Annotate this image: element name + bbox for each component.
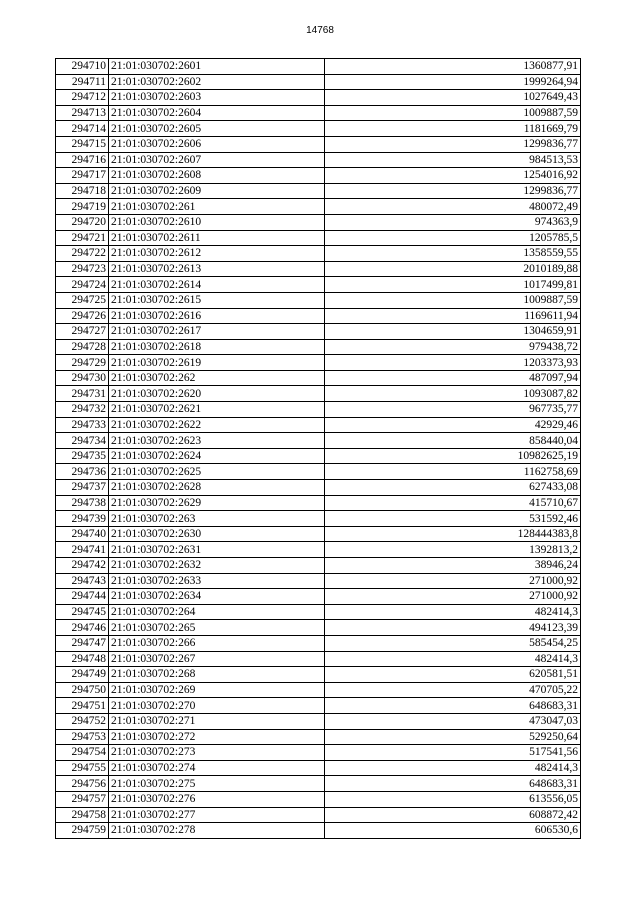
table-row (56, 807, 581, 823)
row-number-cell: 294749 (56, 667, 109, 683)
row-number-cell: 294730 (56, 370, 109, 386)
table-row (56, 324, 581, 340)
cadastral-value-cell: 2010189,88 (325, 261, 581, 277)
table-row (56, 339, 581, 355)
cadastral-number-cell: 21:01:030702:2622 (109, 417, 325, 433)
cadastral-value-cell: 858440,04 (325, 433, 581, 449)
row-number-cell: 294747 (56, 635, 109, 651)
cadastral-number-cell: 21:01:030702:262 (109, 370, 325, 386)
row-number-cell: 294726 (56, 308, 109, 324)
page-number: 14768 (306, 25, 334, 36)
cadastral-value-table (55, 58, 581, 839)
row-number-cell: 294734 (56, 433, 109, 449)
table-row (56, 74, 581, 90)
row-number-cell: 294716 (56, 152, 109, 168)
cadastral-number-cell: 21:01:030702:2603 (109, 90, 325, 106)
cadastral-number-cell: 21:01:030702:2611 (109, 230, 325, 246)
table-row (56, 370, 581, 386)
cadastral-value-cell: 1093087,82 (325, 386, 581, 402)
table-row (56, 480, 581, 496)
row-number-cell: 294753 (56, 729, 109, 745)
table-row (56, 246, 581, 262)
table-row (56, 230, 581, 246)
row-number-cell: 294743 (56, 573, 109, 589)
cadastral-number-cell: 21:01:030702:2608 (109, 168, 325, 184)
cadastral-number-cell: 21:01:030702:2616 (109, 308, 325, 324)
row-number-cell: 294722 (56, 246, 109, 262)
cadastral-number-cell: 21:01:030702:2601 (109, 59, 325, 75)
table-row (56, 433, 581, 449)
table-row (56, 168, 581, 184)
table-row (56, 791, 581, 807)
row-number-cell: 294751 (56, 698, 109, 714)
table-row (56, 542, 581, 558)
row-number-cell: 294714 (56, 121, 109, 137)
cadastral-value-cell: 1299836,77 (325, 183, 581, 199)
cadastral-value-cell: 128444383,8 (325, 526, 581, 542)
row-number-cell: 294725 (56, 292, 109, 308)
cadastral-number-cell: 21:01:030702:269 (109, 682, 325, 698)
table-row (56, 292, 581, 308)
cadastral-value-cell: 529250,64 (325, 729, 581, 745)
cadastral-number-cell: 21:01:030702:2628 (109, 480, 325, 496)
row-number-cell: 294755 (56, 760, 109, 776)
cadastral-number-cell: 21:01:030702:278 (109, 823, 325, 839)
cadastral-value-cell: 482414,3 (325, 604, 581, 620)
cadastral-number-cell: 21:01:030702:273 (109, 745, 325, 761)
table-row (56, 308, 581, 324)
row-number-cell: 294732 (56, 402, 109, 418)
cadastral-value-cell: 1999264,94 (325, 74, 581, 90)
cadastral-value-cell: 1360877,91 (325, 59, 581, 75)
row-number-cell: 294752 (56, 713, 109, 729)
table-row (56, 558, 581, 574)
cadastral-value-cell: 1169611,94 (325, 308, 581, 324)
cadastral-value-cell: 979438,72 (325, 339, 581, 355)
cadastral-value-cell: 531592,46 (325, 511, 581, 527)
row-number-cell: 294727 (56, 324, 109, 340)
cadastral-value-cell: 42929,46 (325, 417, 581, 433)
table-row (56, 495, 581, 511)
row-number-cell: 294739 (56, 511, 109, 527)
table-row (56, 589, 581, 605)
cadastral-number-cell: 21:01:030702:2607 (109, 152, 325, 168)
table-body (56, 59, 581, 839)
table-row (56, 511, 581, 527)
row-number-cell: 294735 (56, 448, 109, 464)
table-row (56, 635, 581, 651)
table-row (56, 526, 581, 542)
row-number-cell: 294736 (56, 464, 109, 480)
cadastral-number-cell: 21:01:030702:2624 (109, 448, 325, 464)
row-number-cell: 294711 (56, 74, 109, 90)
cadastral-number-cell: 21:01:030702:2617 (109, 324, 325, 340)
cadastral-value-cell: 608872,42 (325, 807, 581, 823)
row-number-cell: 294715 (56, 136, 109, 152)
row-number-cell: 294724 (56, 277, 109, 293)
row-number-cell: 294718 (56, 183, 109, 199)
row-number-cell: 294748 (56, 651, 109, 667)
row-number-cell: 294728 (56, 339, 109, 355)
row-number-cell: 294750 (56, 682, 109, 698)
cadastral-value-cell: 648683,31 (325, 776, 581, 792)
row-number-cell: 294738 (56, 495, 109, 511)
row-number-cell: 294733 (56, 417, 109, 433)
table-row (56, 745, 581, 761)
cadastral-value-cell: 974363,9 (325, 214, 581, 230)
row-number-cell: 294740 (56, 526, 109, 542)
cadastral-value-cell: 473047,03 (325, 713, 581, 729)
row-number-cell: 294712 (56, 90, 109, 106)
cadastral-value-cell: 1299836,77 (325, 136, 581, 152)
row-number-cell: 294742 (56, 558, 109, 574)
table-row (56, 823, 581, 839)
row-number-cell: 294759 (56, 823, 109, 839)
cadastral-value-cell: 1162758,69 (325, 464, 581, 480)
cadastral-number-cell: 21:01:030702:2613 (109, 261, 325, 277)
cadastral-number-cell: 21:01:030702:263 (109, 511, 325, 527)
cadastral-value-cell: 1203373,93 (325, 355, 581, 371)
row-number-cell: 294721 (56, 230, 109, 246)
cadastral-value-cell: 620581,51 (325, 667, 581, 683)
cadastral-value-cell: 1254016,92 (325, 168, 581, 184)
row-number-cell: 294744 (56, 589, 109, 605)
table-row (56, 651, 581, 667)
table-row (56, 713, 581, 729)
cadastral-number-cell: 21:01:030702:2614 (109, 277, 325, 293)
row-number-cell: 294729 (56, 355, 109, 371)
table-row (56, 604, 581, 620)
cadastral-number-cell: 21:01:030702:268 (109, 667, 325, 683)
cadastral-number-cell: 21:01:030702:276 (109, 791, 325, 807)
cadastral-value-cell: 1027649,43 (325, 90, 581, 106)
cadastral-number-cell: 21:01:030702:2630 (109, 526, 325, 542)
table-row (56, 277, 581, 293)
cadastral-value-cell: 1181669,79 (325, 121, 581, 137)
cadastral-number-cell: 21:01:030702:2618 (109, 339, 325, 355)
cadastral-value-cell: 606530,6 (325, 823, 581, 839)
cadastral-value-cell: 271000,92 (325, 573, 581, 589)
cadastral-number-cell: 21:01:030702:274 (109, 760, 325, 776)
cadastral-value-cell: 470705,22 (325, 682, 581, 698)
table-row (56, 105, 581, 121)
row-number-cell: 294745 (56, 604, 109, 620)
cadastral-value-cell: 1017499,81 (325, 277, 581, 293)
cadastral-number-cell: 21:01:030702:277 (109, 807, 325, 823)
cadastral-number-cell: 21:01:030702:261 (109, 199, 325, 215)
cadastral-number-cell: 21:01:030702:2633 (109, 573, 325, 589)
cadastral-value-cell: 494123,39 (325, 620, 581, 636)
table-row (56, 121, 581, 137)
row-number-cell: 294731 (56, 386, 109, 402)
cadastral-number-cell: 21:01:030702:2605 (109, 121, 325, 137)
cadastral-value-cell: 271000,92 (325, 589, 581, 605)
cadastral-value-cell: 10982625,19 (325, 448, 581, 464)
table-row (56, 152, 581, 168)
table-row (56, 59, 581, 75)
table-row (56, 183, 581, 199)
table-row (56, 682, 581, 698)
cadastral-number-cell: 21:01:030702:2612 (109, 246, 325, 262)
cadastral-value-cell: 585454,25 (325, 635, 581, 651)
cadastral-value-cell: 38946,24 (325, 558, 581, 574)
cadastral-number-cell: 21:01:030702:2629 (109, 495, 325, 511)
row-number-cell: 294754 (56, 745, 109, 761)
cadastral-number-cell: 21:01:030702:2623 (109, 433, 325, 449)
table-row (56, 573, 581, 589)
row-number-cell: 294737 (56, 480, 109, 496)
row-number-cell: 294746 (56, 620, 109, 636)
cadastral-number-cell: 21:01:030702:2625 (109, 464, 325, 480)
cadastral-number-cell: 21:01:030702:270 (109, 698, 325, 714)
cadastral-number-cell: 21:01:030702:264 (109, 604, 325, 620)
cadastral-value-cell: 415710,67 (325, 495, 581, 511)
cadastral-number-cell: 21:01:030702:265 (109, 620, 325, 636)
cadastral-number-cell: 21:01:030702:2604 (109, 105, 325, 121)
table-row (56, 729, 581, 745)
cadastral-value-cell: 967735,77 (325, 402, 581, 418)
table-row (56, 620, 581, 636)
cadastral-number-cell: 21:01:030702:272 (109, 729, 325, 745)
row-number-cell: 294713 (56, 105, 109, 121)
row-number-cell: 294741 (56, 542, 109, 558)
cadastral-value-cell: 627433,08 (325, 480, 581, 496)
cadastral-number-cell: 21:01:030702:2606 (109, 136, 325, 152)
table-row (56, 386, 581, 402)
cadastral-value-cell: 487097,94 (325, 370, 581, 386)
row-number-cell: 294757 (56, 791, 109, 807)
cadastral-value-cell: 1304659,91 (325, 324, 581, 340)
cadastral-value-cell: 1358559,55 (325, 246, 581, 262)
cadastral-number-cell: 21:01:030702:275 (109, 776, 325, 792)
cadastral-value-cell: 482414,3 (325, 651, 581, 667)
cadastral-value-cell: 613556,05 (325, 791, 581, 807)
cadastral-value-cell: 1009887,59 (325, 105, 581, 121)
cadastral-value-cell: 482414,3 (325, 760, 581, 776)
cadastral-number-cell: 21:01:030702:2632 (109, 558, 325, 574)
cadastral-number-cell: 21:01:030702:2609 (109, 183, 325, 199)
cadastral-number-cell: 21:01:030702:2615 (109, 292, 325, 308)
row-number-cell: 294723 (56, 261, 109, 277)
cadastral-number-cell: 21:01:030702:267 (109, 651, 325, 667)
table-row (56, 199, 581, 215)
table-row (56, 698, 581, 714)
cadastral-number-cell: 21:01:030702:2610 (109, 214, 325, 230)
cadastral-value-cell: 648683,31 (325, 698, 581, 714)
table-row (56, 464, 581, 480)
table-row (56, 90, 581, 106)
cadastral-number-cell: 21:01:030702:2619 (109, 355, 325, 371)
cadastral-value-cell: 1009887,59 (325, 292, 581, 308)
cadastral-value-cell: 984513,53 (325, 152, 581, 168)
table-row (56, 214, 581, 230)
cadastral-number-cell: 21:01:030702:2634 (109, 589, 325, 605)
cadastral-number-cell: 21:01:030702:2621 (109, 402, 325, 418)
table-row (56, 136, 581, 152)
row-number-cell: 294720 (56, 214, 109, 230)
cadastral-value-cell: 517541,56 (325, 745, 581, 761)
cadastral-value-cell: 1392813,2 (325, 542, 581, 558)
table-row (56, 261, 581, 277)
cadastral-number-cell: 21:01:030702:2620 (109, 386, 325, 402)
table-row (56, 776, 581, 792)
row-number-cell: 294756 (56, 776, 109, 792)
row-number-cell: 294717 (56, 168, 109, 184)
cadastral-number-cell: 21:01:030702:266 (109, 635, 325, 651)
table-row (56, 448, 581, 464)
row-number-cell: 294710 (56, 59, 109, 75)
cadastral-value-cell: 1205785,5 (325, 230, 581, 246)
table-row (56, 667, 581, 683)
cadastral-number-cell: 21:01:030702:271 (109, 713, 325, 729)
table-row (56, 760, 581, 776)
cadastral-value-cell: 480072,49 (325, 199, 581, 215)
table-row (56, 355, 581, 371)
row-number-cell: 294758 (56, 807, 109, 823)
cadastral-number-cell: 21:01:030702:2631 (109, 542, 325, 558)
row-number-cell: 294719 (56, 199, 109, 215)
table-row (56, 402, 581, 418)
cadastral-number-cell: 21:01:030702:2602 (109, 74, 325, 90)
table-row (56, 417, 581, 433)
